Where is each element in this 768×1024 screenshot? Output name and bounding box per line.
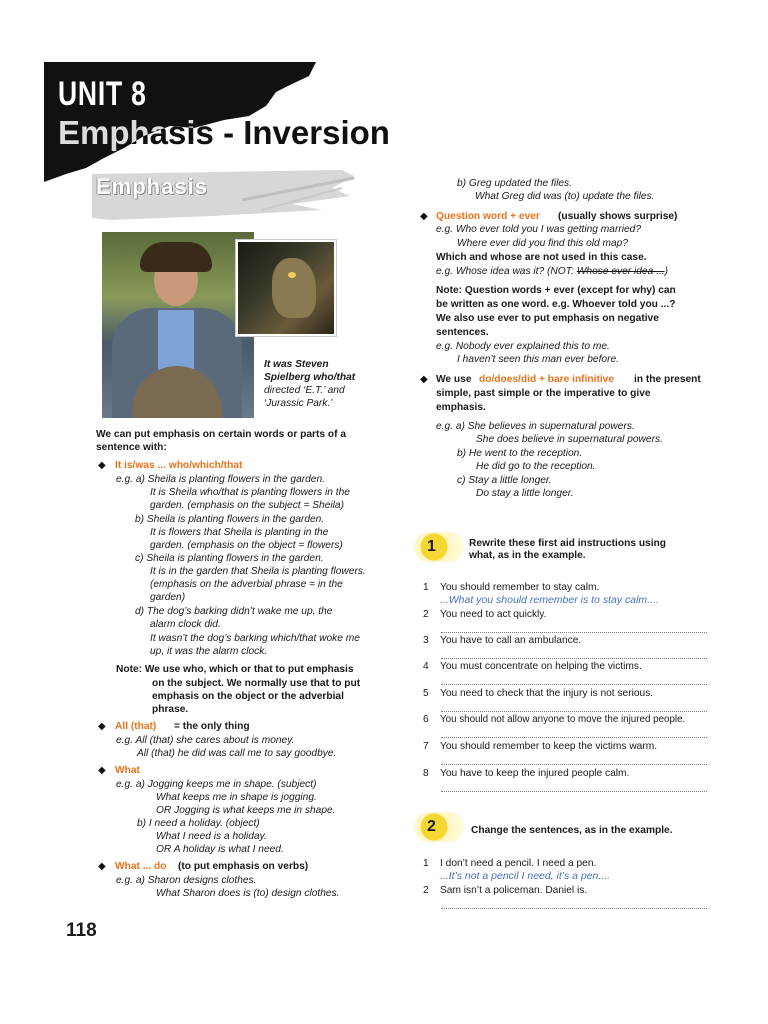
rule1-line: It is flowers that Sheila is planting in the [150, 527, 329, 538]
rule-do-pre: We use [436, 374, 472, 385]
ex1-answer-line[interactable] [441, 711, 707, 712]
rule3-line: e.g. a) Jogging keeps me in shape. (subject) [116, 779, 317, 790]
rule3-line: b) I need a holiday. (object) [137, 818, 260, 829]
ex1-item: You must concentrate on helping the victims. [440, 661, 642, 672]
rule1-line: garden) [150, 592, 186, 603]
rule-what-do-head: What ... do [115, 861, 167, 872]
unit-label: UNIT 8 [58, 75, 147, 113]
photo-caption-3: directed ‘E.T.’ and [264, 385, 345, 396]
rule1-line: alarm clock did. [150, 619, 221, 630]
note-line: Note: We use who, which or that to put emphasis [116, 664, 354, 675]
rule-all-that-tail: = the only thing [174, 721, 250, 732]
page-number: 118 [66, 920, 97, 941]
bullet-diamond-icon: ◆ [98, 765, 106, 776]
rule1-line: garden. (emphasis on the object = flowers) [150, 540, 343, 551]
ex2-item-number: 1 [423, 858, 429, 869]
ex1-item: You have to call an ambulance. [440, 635, 582, 646]
qw-note-line: I haven’t seen this man ever before. [457, 354, 619, 365]
ex1-answer-line[interactable] [441, 658, 707, 659]
ex1-item-number: 2 [423, 609, 429, 620]
ex1-item-number: 5 [423, 688, 429, 699]
rule1-line: d) The dog’s barking didn’t wake me up, the [135, 606, 333, 617]
rule3-line: What keeps me in shape is jogging. [156, 792, 317, 803]
ex1-answer-line[interactable] [441, 737, 707, 738]
do-line: Do stay a little longer. [476, 488, 574, 499]
note-line: phrase. [152, 704, 189, 715]
rule2-line: All (that) he did was call me to say goodbye. [137, 748, 337, 759]
exercise-2-instruction: Change the sentences, as in the example. [471, 825, 673, 836]
rule-what-do-tail: (to put emphasis on verbs) [178, 861, 309, 872]
note-line: on the subject. We normally use that to put [152, 678, 361, 689]
do-line: b) He went to the reception. [457, 448, 583, 459]
exercise-1-instruction: Rewrite these first aid instructions using [469, 538, 666, 549]
rule-question-word-tail: (usually shows surprise) [558, 211, 678, 222]
ex2-answer-line[interactable] [441, 908, 707, 909]
qw-note-line: sentences. [436, 327, 489, 338]
photo-dinosaur [236, 240, 336, 336]
exercise-1-number: 1 [427, 538, 436, 555]
ex2-item: Sam isn’t a policeman. Daniel is. [440, 885, 588, 896]
exercise-2-number: 2 [427, 818, 436, 835]
ex1-item: You have to keep the injured people calm. [440, 768, 630, 779]
ex1-item-number: 3 [423, 635, 429, 646]
qw-line: Which and whose are not used in this case. [436, 252, 647, 263]
photo-caption-4: ‘Jurassic Park.’ [264, 398, 333, 409]
rule1-line: It is Sheila who/that is planting flowers in the [150, 487, 350, 498]
exercise-1-instruction: what, as in the example. [469, 550, 586, 561]
bullet-diamond-icon: ◆ [98, 861, 106, 872]
rule2-line: e.g. All (that) she cares about is money. [116, 735, 295, 746]
ex2-example-answer: ...It’s not a pencil I need, it’s a pen.... [440, 870, 611, 882]
qw-line: Where ever did you find this old map? [457, 238, 629, 249]
qw-note-line: We also use ever to put emphasis on negative [436, 313, 659, 324]
bullet-diamond-icon: ◆ [420, 211, 428, 222]
do-line: She does believe in supernatural powers. [476, 434, 663, 445]
rule1-line: up, it was the alarm clock. [150, 646, 268, 657]
ex1-item-number: 4 [423, 661, 429, 672]
ex1-example-answer: ...What you should remember is to stay calm.... [440, 594, 659, 606]
photo-caption-2: Spielberg who/that [264, 372, 356, 383]
right-top-line: What Greg did was (to) update the files. [475, 191, 655, 202]
ex1-item: You need to act quickly. [440, 609, 547, 620]
rule-do-head: do/does/did + bare infinitive [479, 374, 615, 385]
do-line: emphasis. [436, 402, 486, 413]
ex1-answer-line[interactable] [441, 684, 707, 685]
ex2-item: I don’t need a pencil. I need a pen. [440, 858, 597, 869]
right-top-line: b) Greg updated the files. [457, 178, 572, 189]
rule4-line: What Sharon does is (to) design clothes. [156, 888, 340, 899]
intro-line-2: sentence with: [96, 442, 167, 453]
rule-what-head: What [115, 765, 140, 776]
rule-do-tail: in the present [634, 374, 701, 385]
rule3-line: OR Jogging is what keeps me in shape. [156, 805, 336, 816]
qw-note-line: e.g. Nobody ever explained this to me. [436, 341, 610, 352]
bullet-diamond-icon: ◆ [98, 721, 106, 732]
page-title: Emphasis - Inversion [58, 114, 390, 151]
rule-all-that-head: All (that) [115, 721, 157, 732]
ex1-item-number: 6 [423, 714, 429, 725]
ex1-item: You should remember to keep the victims warm. [440, 741, 658, 752]
rule-question-word-head: Question word + ever [436, 211, 540, 222]
rule1-line: (emphasis on the adverbial phrase = in the [150, 579, 343, 590]
qw-line: e.g. Who ever told you I was getting married? [436, 224, 641, 235]
exercise-1-badge [414, 532, 464, 562]
rule-it-is-head: It is/was ... who/which/that [115, 460, 243, 471]
qw-line: e.g. Whose idea was it? (NOT: Whose ever idea ...) [436, 266, 668, 277]
ex1-item: You should not allow anyone to move the injured people. [440, 714, 686, 725]
ex1-item-number: 8 [423, 768, 429, 779]
rule1-line: e.g. a) Sheila is planting flowers in the garden. [116, 474, 325, 485]
qw-note-line: be written as one word. e.g. Whoever told you ...? [436, 299, 676, 310]
ex1-answer-line[interactable] [441, 764, 707, 765]
qw-note-line: Note: Question words + ever (except for why) can [436, 285, 676, 296]
rule1-line: c) Sheila is planting flowers in the garden. [135, 553, 324, 564]
ex1-answer-line[interactable] [441, 632, 707, 633]
rule1-line: It wasn’t the dog’s barking which/that woke me [150, 633, 360, 644]
ex1-item-number: 1 [423, 582, 429, 593]
bullet-diamond-icon: ◆ [420, 374, 428, 385]
rule1-line: b) Sheila is planting flowers in the garden. [135, 514, 325, 525]
do-line: He did go to the reception. [476, 461, 596, 472]
ex1-item: You need to check that the injury is not serious. [440, 688, 654, 699]
note-line: emphasis on the object or the adverbial [152, 691, 344, 702]
rule1-line: It is in the garden that Sheila is planting flowers. [150, 566, 366, 577]
rule3-line: What I need is a holiday. [156, 831, 267, 842]
do-line: simple, past simple or the imperative to give [436, 388, 651, 399]
rule3-line: OR A holiday is what I need. [156, 844, 284, 855]
bullet-diamond-icon: ◆ [98, 460, 106, 471]
ex1-answer-line[interactable] [441, 791, 707, 792]
intro-line-1: We can put emphasis on certain words or parts of a [96, 429, 347, 440]
section-title: Emphasis [96, 174, 208, 199]
exercise-2-badge [414, 812, 464, 842]
do-line: e.g. a) She believes in supernatural powers. [436, 421, 635, 432]
photo-caption-1: It was Steven [264, 359, 329, 370]
rule4-line: e.g. a) Sharon designs clothes. [116, 875, 257, 886]
do-line: c) Stay a little longer. [457, 475, 552, 486]
ex1-item-number: 7 [423, 741, 429, 752]
photo-spielberg [102, 232, 254, 418]
rule1-line: garden. (emphasis on the subject = Sheila) [150, 500, 344, 511]
ex1-item: You should remember to stay calm. [440, 582, 600, 593]
ex2-item-number: 2 [423, 885, 429, 896]
